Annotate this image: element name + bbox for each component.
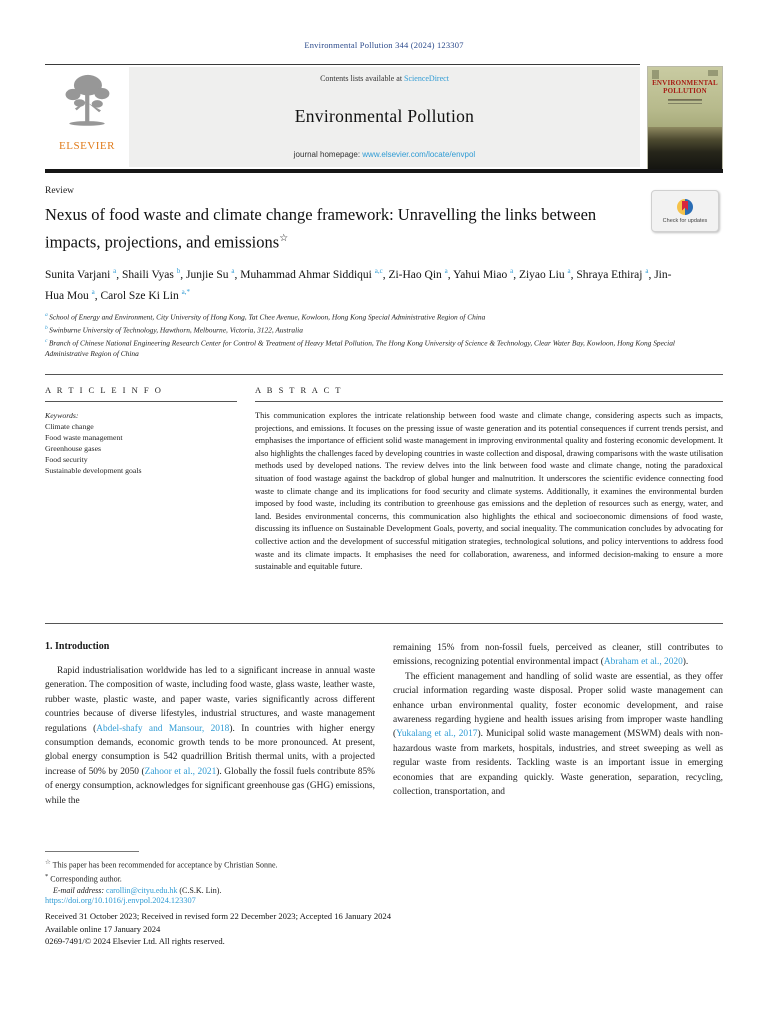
footnote-divider-rule: [45, 851, 139, 852]
keyword: Greenhouse gases: [45, 444, 102, 453]
affiliation: $^c$ Branch of Chinese National Engineering Research Center for Control & Treatment of Heavy Metal Pollution, The Hong Kong University of Science & Technology, Clear Water Bay, Kowloon, Hong Kong Special Administrative Region of China: [45, 337, 675, 358]
elsevier-logo: [45, 65, 129, 169]
abstract-column: [255, 385, 723, 607]
journal-header: [45, 64, 723, 170]
author-name: Muhammad Ahmar Siddiqui $^{a,c}$: [240, 267, 383, 281]
elsevier-logo-text: ELSEVIER: [59, 140, 115, 152]
footer-metadata: [45, 895, 723, 948]
citation-link[interactable]: Abdel-shafy and Mansour, 2018: [96, 723, 230, 734]
journal-masthead: [129, 67, 640, 167]
body-paragraph: [45, 664, 375, 808]
elsevier-tree-icon: [59, 71, 115, 138]
footnote-area: [45, 851, 545, 897]
body-text: remaining 15% from non-fossil fuels, perceived as cleaner, still contributes to emissions, recognizing potential environmental impact (: [393, 643, 723, 668]
title-footnote-mark: ☆: [279, 233, 289, 244]
doi-link[interactable]: https://doi.org/10.1016/j.envpol.2024.123307: [45, 896, 196, 905]
email-suffix: (C.S.K. Lin).: [177, 886, 222, 896]
article-type-label: Review: [45, 186, 75, 196]
body-column-right: [393, 641, 723, 808]
sciencedirect-link[interactable]: ScienceDirect: [404, 74, 449, 83]
keyword-list: [45, 421, 237, 476]
homepage-line: [129, 150, 640, 159]
email-label: E-mail address:: [53, 886, 107, 896]
cover-barcode-icon: [708, 70, 718, 76]
footnote-star-text: This paper has been recommended for acceptance by Christian Sonne.: [50, 860, 278, 870]
homepage-prefix: journal homepage:: [293, 150, 363, 159]
affiliation: $^a$ School of Energy and Environment, City University of Hong Kong, Tat Chee Avenue, Kowloon, Hong Kong Special Administrative Region of China: [45, 312, 486, 322]
contents-prefix: Contents lists available at: [320, 74, 405, 83]
footnote-star-mark: ☆: [45, 859, 51, 866]
affiliation-list: [45, 310, 717, 359]
section-1-heading: 1. Introduction: [45, 641, 110, 652]
body-text: ). In countries with higher energy consumption demands, economic growth tends to be more pronounced. At present, global energy consumption is 542 quadrillion British thermal units, with a projected increase of 50% by 2050 (: [45, 723, 375, 777]
cover-editors-block: [668, 99, 702, 106]
body-text: Rapid industrialisation worldwide has led to a significant increase in annual waste generation. The composition of waste, including food waste, glass waste, leather waste, rubber waste, plastic waste, and paper waste, varies significantly across different countries because of diverse lifestyles, industrial structures, and waste management regulations (: [45, 666, 375, 734]
affiliation: $^b$ Swinburne University of Technology, Hawthorn, Melbourne, Victoria, 3122, Australia: [45, 324, 303, 335]
footnote-asterisk-mark: *: [45, 873, 49, 881]
author-name: Jin-Hua Mou $^a$: [45, 268, 672, 302]
body-paragraph: [393, 670, 723, 800]
author-name: Yahui Miao $^a$: [453, 267, 514, 281]
body-text: ). Globally the fossil fuels contribute 85% of energy consumption, acknowledges for significant greenhouse gas (GHG) emissions, while the: [45, 766, 375, 806]
keyword: Sustainable development goals: [45, 466, 142, 475]
citation-link[interactable]: Abraham et al., 2020: [603, 657, 683, 668]
article-title: [45, 203, 637, 255]
keyword: Food waste management: [45, 433, 123, 442]
cover-title: ENVIRONMENTAL POLLUTION: [652, 79, 718, 95]
body-paragraph: [393, 641, 723, 670]
footnote-corresponding-text: Corresponding author.: [48, 874, 122, 884]
copyright-line: 0269-7491/© 2024 Elsevier Ltd. All rights reserved.: [45, 936, 225, 946]
keyword: Food security: [45, 455, 88, 464]
abstract-heading: A B S T R A C T: [255, 385, 723, 402]
check-updates-label: Check for updates: [662, 217, 708, 224]
crossmark-icon: [677, 199, 693, 215]
available-online-line: Available online 17 January 2024: [45, 923, 161, 934]
journal-cover-top: [648, 67, 722, 127]
author-name: Carol Sze Ki Lin $^{a,*}$: [100, 287, 190, 302]
article-info-column: [45, 385, 237, 607]
article-info-abstract-section: [45, 374, 723, 624]
keyword: Climate change: [45, 422, 94, 431]
journal-header-left: [45, 64, 640, 169]
author-name: Zi-Hao Qin $^a$: [388, 267, 448, 281]
keywords-label: Keywords:: [45, 411, 79, 420]
citation-link[interactable]: Yukalang et al., 2017: [396, 729, 478, 740]
article-title-text: Nexus of food waste and climate change framework: Unravelling the links between impacts, projections, and emissions: [45, 205, 597, 252]
author-name: Junjie Su $^a$: [186, 267, 235, 281]
footnote-acceptance: [45, 857, 545, 871]
homepage-url-link[interactable]: www.elsevier.com/locate/envpol: [362, 150, 476, 159]
author-name: Shraya Ethiraj $^a$: [576, 267, 649, 281]
author-list: Sunita Varjani $^a$, Shaili Vyas $^b$, Junjie Su $^a$, Muhammad Ahmar Siddiqui $^{a,c}$, Zi-Hao Qin $^a$, Yahui Miao $^a$, Ziyao Liu $^a$, Shraya Ethiraj $^a$, Jin-Hua Mou $^a$, Carol Sze Ki Lin $^{a,*}$: [45, 267, 672, 302]
author-name: Ziyao Liu $^a$: [518, 267, 571, 281]
cover-photo: [648, 127, 722, 169]
contents-line: [129, 74, 640, 83]
received-line: Received 31 October 2023; Received in revised form 22 December 2023; Accepted 16 January 2024: [45, 911, 392, 921]
author-name: Sunita Varjani $^a$: [45, 267, 117, 281]
email-link[interactable]: carollin@cityu.edu.hk: [106, 886, 178, 896]
header-divider-rule: [45, 169, 723, 173]
article-info-heading: A R T I C L E I N F O: [45, 385, 237, 402]
footnote-corresponding: [45, 871, 545, 885]
body-text: ). Municipal solid waste management (MSWM) deals with non-hazardous waste from markets, hospitals, industries, and street sweeping as well as regular waste from residents. Tackling waste is an important issue in emerging economies that are expanding quickly. Waste generation, separation, recycling, collection, transportation, and: [393, 729, 723, 798]
journal-title: Environmental Pollution: [294, 106, 475, 126]
cover-publisher-mark-icon: [652, 70, 659, 79]
page-citation-header: Environmental Pollution 344 (2024) 123307: [304, 40, 464, 50]
check-for-updates-badge[interactable]: [651, 190, 719, 232]
body-text: The efficient management and handling of solid waste are essential, as they offer crucial information regarding waste disposal. Proper solid waste management can enhance urban environmental quality, foster economic development, and raise awareness regarding hygiene and health issues arising from improper waste handling (: [393, 671, 723, 740]
journal-cover-thumbnail: [647, 66, 723, 170]
author-name: Shaili Vyas $^b$: [122, 267, 181, 281]
body-columns: [45, 641, 723, 808]
citation-link[interactable]: Zahoor et al., 2021: [144, 766, 217, 777]
body-text: ).: [682, 657, 689, 668]
abstract-text: This communication explores the intricate relationship between food waste and climate change, considering aspects such as impacts, projections, and emissions. It focuses on the pressing issue of waste generation and its potential consequences if current trends persist, and emphasises the importance of efficient solid waste management in improving environmental quality and fostering economic development. It also highlights the challenges faced by developing countries in waste collection and disposal, drawing comparisons with the waste utilisation methods used by developed nations. The review delves into the link between food waste and climate change, noting the paradoxical situation of food wastage against the backdrop of global hunger and malnutrition. It underscores the scientific evidence connecting food waste to climate change and its implications for food security and climate systems. Additionally, it examines the environmental burden imposed by food waste, including its contribution to greenhouse gas emissions and the depletion of resources such as energy, water, and land. Besides environmental concerns, this communication also highlights the ethical and socioeconomic dimensions of food waste, discussing its influence on Sustainable Development Goals, poverty, and social inequality. The communication concludes by advocating for collective action and the development of successful mitigation strategies, technological solutions, and policy interventions to address food waste and its climate impacts. It emphasises the need for collaboration, awareness, and informed decision-making to ensure a more sustainable and equitable future.: [255, 411, 723, 572]
body-column-left: [45, 641, 375, 808]
